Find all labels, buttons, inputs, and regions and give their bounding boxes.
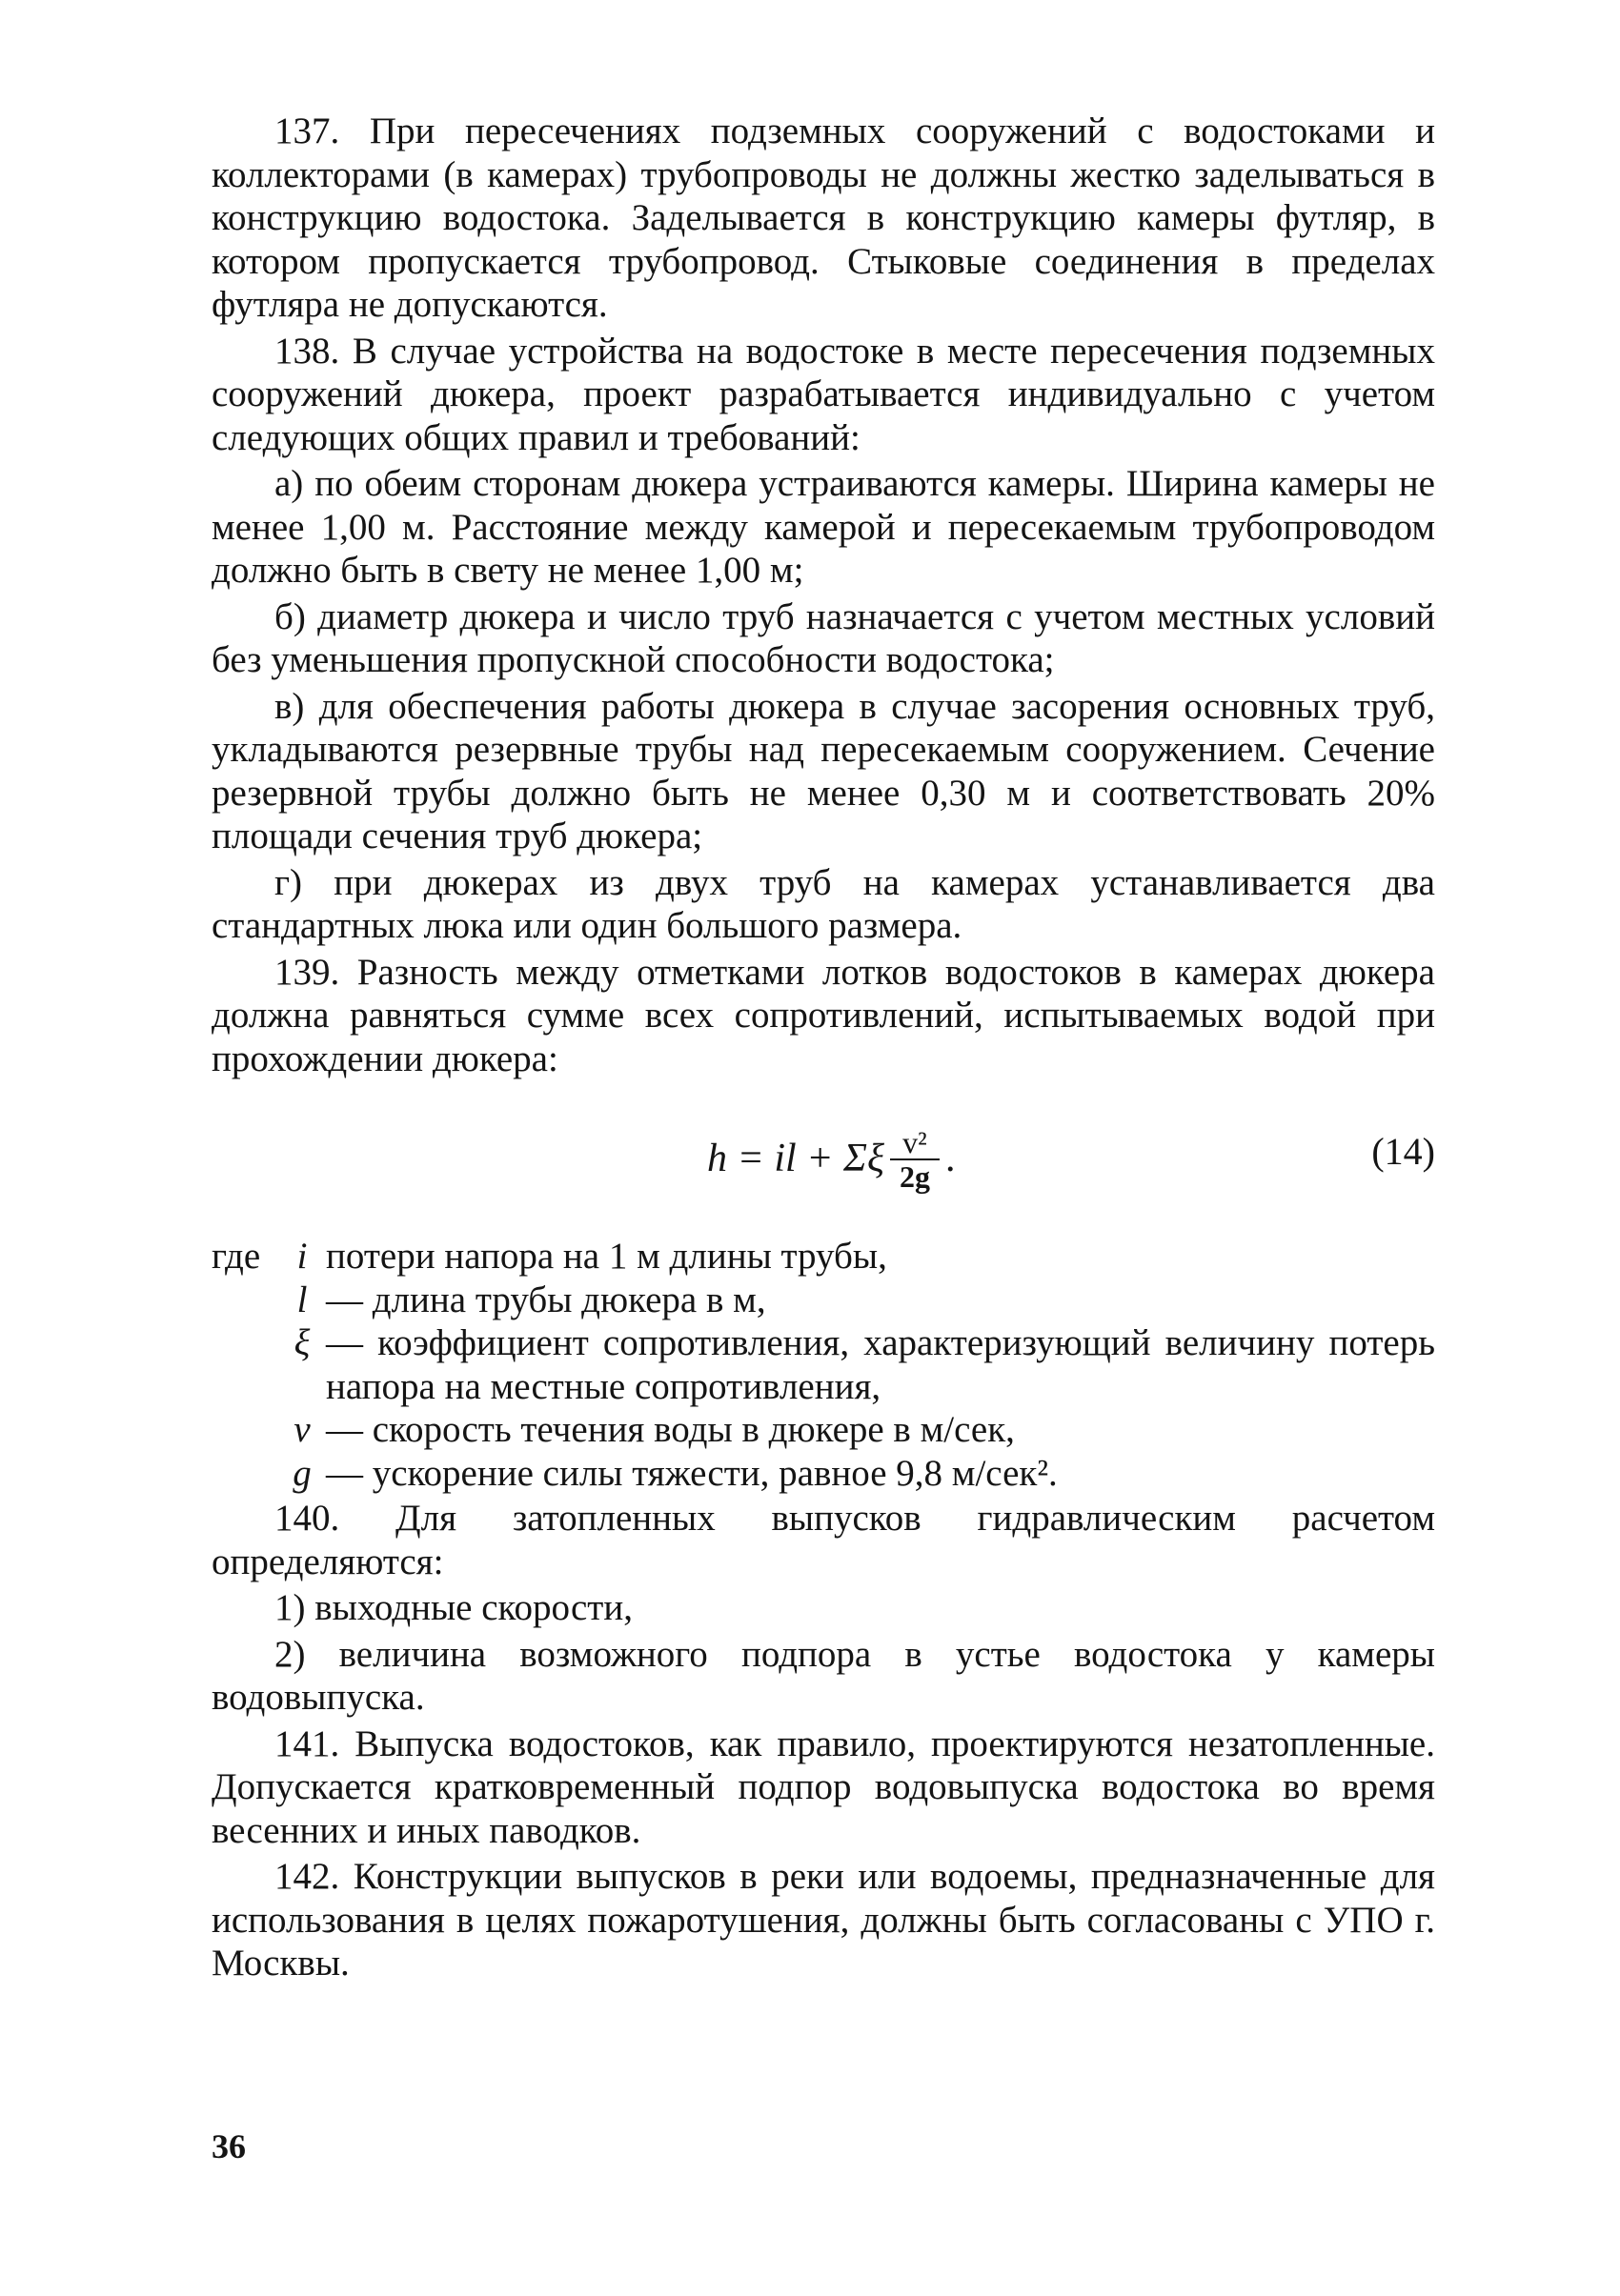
- legend-symbol: l: [296, 1279, 308, 1320]
- legend-lead: где: [212, 1236, 261, 1277]
- formula-legend: [212, 1235, 1435, 1495]
- formula-numerator: v²: [902, 1125, 927, 1159]
- paragraph-140: 140. Для затопленных выпусков гидравлическим расчетом определяются:: [212, 1498, 1435, 1582]
- formula-trail: .: [944, 1137, 956, 1181]
- legend-symbol: i: [296, 1236, 308, 1277]
- page-number: 36: [212, 2127, 246, 2165]
- legend-text: — скорость течения воды в дюкере в м/сек,: [326, 1409, 1015, 1450]
- paragraph-139: 139. Разность между отметками лотков водостоков в камерах дюкера должна равняться сумме всех сопротивлений, испытываемых водой при прохождении дюкера:: [212, 951, 1435, 1079]
- legend-text: — длина трубы дюкера в м,: [326, 1279, 766, 1320]
- legend-text: — ускорение силы тяжести, равное 9,8 м/сек².: [326, 1452, 1058, 1494]
- formula-denominator: 2g: [899, 1159, 930, 1194]
- paragraph-138-b: б) диаметр дюкера и число труб назначается с учетом местных условий без уменьшения пропускной способности водостока;: [212, 595, 1435, 680]
- paragraph-138: 138. В случае устройства на водостоке в месте пересечения подземных сооружений дюкера, проект разрабатывается индивидуально с учетом следующих общих правил и требований:: [212, 330, 1435, 458]
- formula-expression: [707, 1126, 955, 1193]
- legend-lead: [212, 1321, 278, 1408]
- paragraph-138-c: в) для обеспечения работы дюкера в случае засорения основных труб, укладываются резервные трубы над пересекаемым сооружением. Сечение резервной трубы должно быть не менее 0,30 м и соответствовать 20% площади сечения труб дюкера;: [212, 685, 1435, 856]
- formula-lhs: h = il + Σξ: [707, 1137, 884, 1181]
- legend-symbol: v: [294, 1409, 311, 1450]
- paragraph-140-1: 1) выходные скорости,: [274, 1587, 633, 1628]
- legend-lead: [212, 1408, 278, 1452]
- paragraph-141: 141. Выпуска водостоков, как правило, проектируются незатопленные. Допускается кратковременный подпор водовыпуска водостока во время весенних и иных паводков.: [212, 1722, 1435, 1851]
- paragraph-138-d: г) при дюкерах из двух труб на камерах устанавливается два стандартных люка или один большого размера.: [212, 861, 1435, 946]
- legend-lead: [212, 1452, 278, 1496]
- paragraph-142: 142. Конструкции выпусков в реки или водоемы, предназначенные для использования в целях пожаротушения, должны быть согласованы с УПО г. Москвы.: [212, 1856, 1435, 1984]
- paragraph-138-a: а) по обеим сторонам дюкера устраиваются камеры. Ширина камеры не менее 1,00 м. Расстояние между камерой и пересекаемым трубопроводом должно быть в свету не менее 1,00 м;: [212, 463, 1435, 591]
- legend-symbol: g: [293, 1452, 312, 1494]
- paragraph-140-2: 2) величина возможного подпора в устье водостока у камеры водовыпуска.: [212, 1633, 1435, 1718]
- legend-symbol: ξ: [294, 1322, 311, 1363]
- legend-lead: [212, 1279, 278, 1322]
- legend-text: потери напора на 1 м длины трубы,: [326, 1236, 887, 1277]
- legend-text: — коэффициент сопротивления, характеризующий величину потерь напора на местные сопротивления,: [326, 1322, 1435, 1407]
- document-page: [212, 110, 1435, 1985]
- formula-fraction: [890, 1126, 940, 1193]
- paragraph-137: 137. При пересечениях подземных сооружений с водостоками и коллекторами (в камерах) трубопроводы не должны жестко заделываться в конструкцию водостока. Заделывается в конструкцию камеры футляр, в котором пропускается трубопровод. Стыковые соединения в пределах футляра не допускаются.: [212, 111, 1435, 325]
- formula-number: (14): [1371, 1130, 1435, 1173]
- formula-14: [212, 1105, 1435, 1218]
